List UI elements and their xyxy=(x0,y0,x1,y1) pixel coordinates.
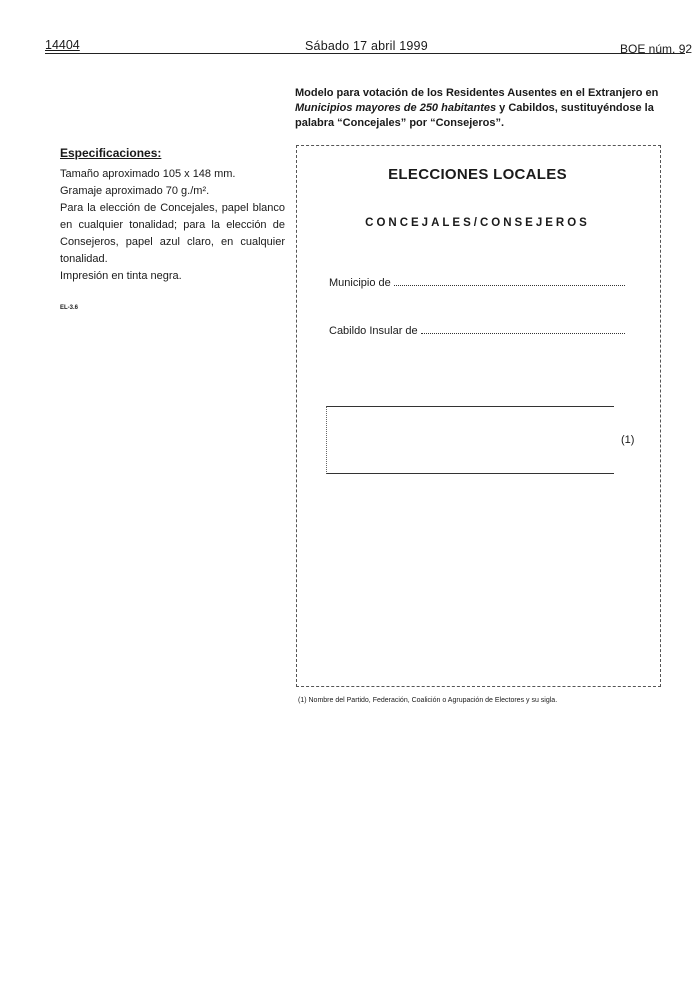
cabildo-field xyxy=(329,325,625,337)
intro-line-2-rest: y Cabildos, sustituyéndose la xyxy=(496,102,654,114)
specifications-text xyxy=(60,166,285,285)
cabildo-dotted-line xyxy=(421,332,625,334)
ballot-title: ELECCIONES LOCALES xyxy=(388,166,567,183)
header-rule xyxy=(45,53,685,54)
footnote: (1) Nombre del Partido, Federación, Coalición o Agrupación de Electores y su sigla. xyxy=(298,697,558,704)
spec-paper: Para la elección de Concejales, papel blanco en cualquier tonalidad; para la elección de Consejeros, papel azul claro, en cualquier tonalidad. xyxy=(60,202,285,265)
specifications-title: Especificaciones: xyxy=(60,146,162,160)
ballot-subtitle: CONCEJALES/CONSEJEROS xyxy=(365,217,590,229)
cabildo-label: Cabildo Insular de xyxy=(329,325,418,337)
page-number: 14404 xyxy=(45,38,80,52)
model-description xyxy=(295,86,662,131)
journal-issue: BOE núm. 92 xyxy=(620,42,693,56)
publication-date: Sábado 17 abril 1999 xyxy=(305,39,428,53)
municipio-dotted-line xyxy=(394,284,625,286)
spec-weight: Gramaje aproximado 70 g./m². xyxy=(60,185,210,197)
model-code: EL-3.6 xyxy=(60,305,79,311)
party-name-box xyxy=(326,406,614,474)
footnote-reference: (1) xyxy=(621,434,635,446)
intro-line-1: Modelo para votación de los Residentes Ausentes en el Extranjero en xyxy=(295,87,659,99)
municipio-field xyxy=(329,277,625,289)
municipio-label: Municipio de xyxy=(329,277,391,289)
intro-line-3: palabra “Concejales” por “Consejeros”. xyxy=(295,117,505,129)
spec-size: Tamaño aproximado 105 x 148 mm. xyxy=(60,168,236,180)
intro-line-2 xyxy=(295,101,662,116)
intro-italic: Municipios mayores de 250 habitantes xyxy=(295,102,497,114)
spec-ink: Impresión en tinta negra. xyxy=(60,270,182,282)
